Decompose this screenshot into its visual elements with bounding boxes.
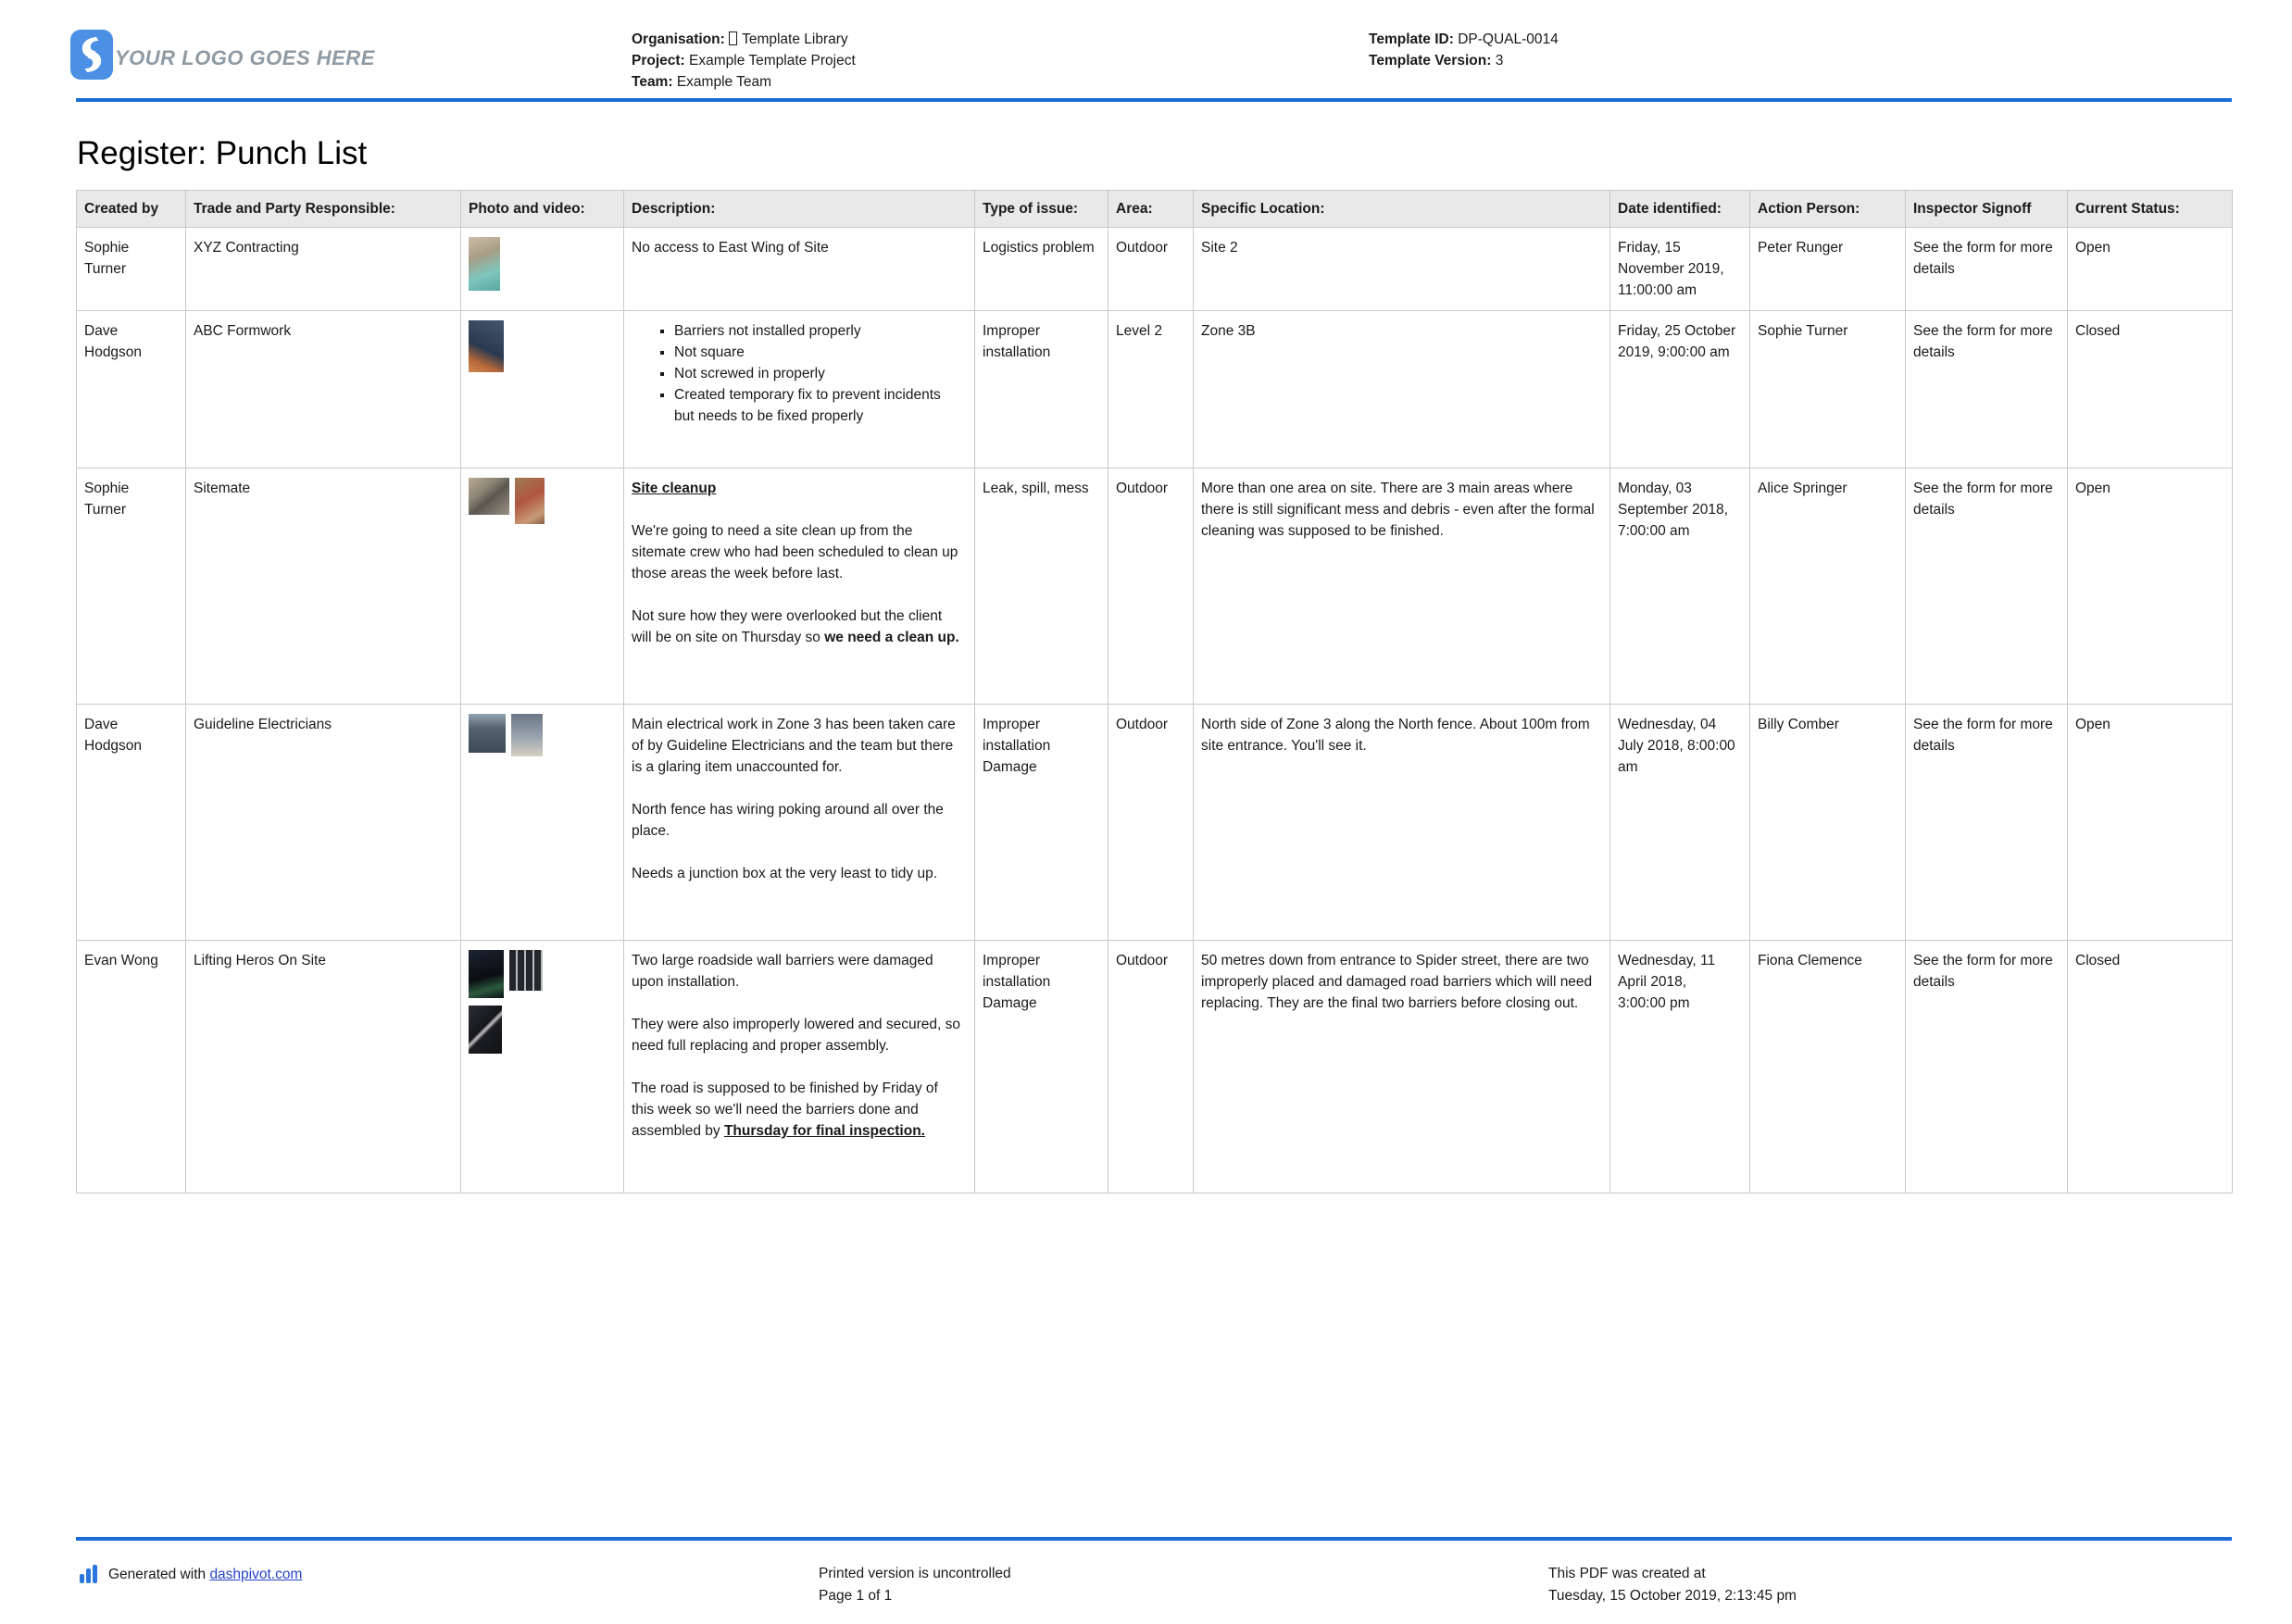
description-paragraph: They were also improperly lowered and secured, so need full replacing and proper assembly.: [632, 1017, 960, 1054]
issue-type: Improper installation: [983, 717, 1051, 754]
logo-placeholder-text: YOUR LOGO GOES HERE: [115, 46, 375, 69]
project-value: Example Template Project: [689, 53, 856, 69]
template-version-value: 3: [1495, 53, 1504, 69]
bullet-item: ▪ Created temporary fix to prevent incidents but needs to be fixed properly: [674, 384, 963, 427]
photo-thumbnail: [469, 714, 506, 753]
cell-date-identified: Friday, 15 November 2019, 11:00:00 am: [1610, 228, 1750, 311]
bullet-item: ▪ Not screwed in properly: [674, 363, 963, 384]
cell-created-by: Sophie Turner: [77, 468, 186, 705]
template-id-line: [1369, 29, 1559, 50]
cell-current-status: Closed: [2068, 311, 2233, 468]
photo-thumbnail: [469, 478, 509, 515]
pdf-created-timestamp: Tuesday, 15 October 2019, 2:13:45 pm: [1548, 1588, 1797, 1604]
cell-type-of-issue: [975, 228, 1108, 311]
description-bullet-list: [632, 320, 963, 427]
cell-action-person: Billy Comber: [1750, 705, 1906, 941]
description-paragraph: [632, 606, 963, 648]
photo-thumbnail: [469, 950, 504, 998]
cell-area: Outdoor: [1108, 941, 1194, 1193]
template-id-value: DP-QUAL-0014: [1458, 31, 1559, 47]
cell-type-of-issue: [975, 941, 1108, 1193]
cell-date-identified: Wednesday, 11 April 2018, 3:00:00 pm: [1610, 941, 1750, 1193]
header-divider: [76, 98, 2232, 102]
cell-photos: [461, 228, 624, 311]
cell-trade: ABC Formwork: [186, 311, 461, 468]
company-logo-icon: [70, 30, 113, 84]
cell-description: [624, 941, 975, 1193]
cell-trade: XYZ Contracting: [186, 228, 461, 311]
col-header-photo: Photo and video:: [461, 191, 624, 228]
header-org-block: [632, 29, 856, 93]
cell-trade: Guideline Electricians: [186, 705, 461, 941]
cell-description: [624, 228, 975, 311]
description-bold-text: we need a clean up.: [824, 630, 959, 645]
photo-thumbnail: [509, 950, 543, 991]
cell-created-by: Evan Wong: [77, 941, 186, 1193]
header-template-block: [1369, 29, 1559, 71]
printed-version-text: Printed version is uncontrolled: [819, 1566, 1011, 1581]
cell-inspector-signoff: See the form for more details: [1906, 468, 2068, 705]
team-line: [632, 71, 856, 93]
page-number-text: Page 1 of 1: [819, 1588, 893, 1604]
cell-inspector-signoff: See the form for more details: [1906, 228, 2068, 311]
pdf-created-label: This PDF was created at: [1548, 1566, 1706, 1581]
cell-action-person: Fiona Clemence: [1750, 941, 1906, 1193]
description-paragraph: North fence has wiring poking around all over the place.: [632, 802, 944, 839]
organisation-label: Organisation:: [632, 31, 725, 47]
cell-date-identified: Monday, 03 September 2018, 7:00:00 am: [1610, 468, 1750, 705]
issue-type: Leak, spill, mess: [983, 481, 1089, 496]
cell-area: Outdoor: [1108, 468, 1194, 705]
cell-inspector-signoff: See the form for more details: [1906, 941, 2068, 1193]
issue-type: Damage: [983, 995, 1037, 1011]
description-text: The road is supposed to be finished by Friday of this week so we'll need the barriers done and assembled by: [632, 1081, 938, 1139]
description-paragraph: Main electrical work in Zone 3 has been taken care of by Guideline Electricians and the team but there is a glaring item unaccounted for.: [632, 717, 956, 775]
template-id-label: Template ID:: [1369, 31, 1454, 47]
cell-area: Level 2: [1108, 311, 1194, 468]
description-paragraph: [632, 1078, 963, 1142]
table-row: [77, 705, 2233, 941]
cell-location: Zone 3B: [1194, 311, 1610, 468]
col-header-status: Current Status:: [2068, 191, 2233, 228]
cell-action-person: Peter Runger: [1750, 228, 1906, 311]
bullet-item: ▪ Barriers not installed properly: [674, 320, 963, 342]
photo-thumbnail: [515, 478, 545, 524]
cell-created-by: Dave Hodgson: [77, 311, 186, 468]
col-header-area: Area:: [1108, 191, 1194, 228]
cell-location: North side of Zone 3 along the North fence. About 100m from site entrance. You'll see it.: [1194, 705, 1610, 941]
description-bold-underline-text: Thursday for final inspection.: [723, 1123, 925, 1139]
footer-right: [1548, 1563, 1797, 1607]
table-row: [77, 228, 2233, 311]
cell-date-identified: Friday, 25 October 2019, 9:00:00 am: [1610, 311, 1750, 468]
photo-thumbnail: [511, 714, 543, 756]
table-row: [77, 311, 2233, 468]
cell-action-person: Alice Springer: [1750, 468, 1906, 705]
issue-type: Improper installation: [983, 323, 1051, 360]
col-header-created-by: Created by: [77, 191, 186, 228]
cell-action-person: Sophie Turner: [1750, 311, 1906, 468]
team-value: Example Team: [676, 74, 772, 90]
cell-photos: [461, 311, 624, 468]
project-label: Project:: [632, 53, 685, 69]
col-header-type: Type of issue:: [975, 191, 1108, 228]
template-version-label: Template Version:: [1369, 53, 1492, 69]
cell-photos: [461, 941, 624, 1193]
col-header-action-person: Action Person:: [1750, 191, 1906, 228]
footer-center: [819, 1563, 1011, 1607]
table-row: [77, 468, 2233, 705]
cell-trade: Sitemate: [186, 468, 461, 705]
generated-with-text: Generated with: [108, 1567, 210, 1582]
description-paragraph: Needs a junction box at the very least to tidy up.: [632, 866, 937, 881]
photo-thumbnail: [469, 237, 500, 291]
template-version-line: [1369, 50, 1559, 71]
description-paragraph: We're going to need a site clean up from the sitemate crew who had been scheduled to clean up those areas the week before last.: [632, 523, 958, 581]
cell-current-status: Open: [2068, 228, 2233, 311]
punch-list-table: [76, 190, 2233, 1193]
cell-type-of-issue: [975, 468, 1108, 705]
cell-date-identified: Wednesday, 04 July 2018, 8:00:00 am: [1610, 705, 1750, 941]
cell-description: [624, 705, 975, 941]
col-header-inspector: Inspector Signoff: [1906, 191, 2068, 228]
organisation-line: [632, 29, 856, 50]
cell-created-by: Dave Hodgson: [77, 705, 186, 941]
photo-thumbnail: [469, 320, 504, 372]
bar-chart-icon: [80, 1565, 99, 1583]
footer-divider: [76, 1537, 2232, 1541]
table-header-row: [77, 191, 2233, 228]
issue-type: Damage: [983, 759, 1037, 775]
issue-type: Improper installation: [983, 953, 1051, 990]
page-title: Register: Punch List: [77, 135, 368, 171]
cell-area: Outdoor: [1108, 228, 1194, 311]
dashpivot-link[interactable]: dashpivot.com: [209, 1567, 303, 1582]
issue-type: Logistics problem: [983, 240, 1095, 256]
cell-type-of-issue: [975, 705, 1108, 941]
table-row: [77, 941, 2233, 1193]
missing-glyph-box: [729, 31, 737, 45]
cell-inspector-signoff: See the form for more details: [1906, 311, 2068, 468]
project-line: [632, 50, 856, 71]
photo-thumbnail: [469, 1006, 502, 1054]
cell-current-status: Closed: [2068, 941, 2233, 1193]
description-paragraph: Two large roadside wall barriers were damaged upon installation.: [632, 953, 933, 990]
team-label: Team:: [632, 74, 673, 90]
col-header-trade: Trade and Party Responsible:: [186, 191, 461, 228]
cell-photos: [461, 468, 624, 705]
cell-location: Site 2: [1194, 228, 1610, 311]
cell-current-status: Open: [2068, 468, 2233, 705]
footer-generated: [80, 1565, 302, 1583]
description-text: Not sure how they were overlooked but the client will be on site on Thursday so: [632, 608, 943, 645]
cell-location: 50 metres down from entrance to Spider street, there are two improperly placed and damaged road barriers which will need replacing. They are the final two barriers before closing out.: [1194, 941, 1610, 1193]
cell-current-status: Open: [2068, 705, 2233, 941]
col-header-date: Date identified:: [1610, 191, 1750, 228]
cell-photos: [461, 705, 624, 941]
cell-location: More than one area on site. There are 3 main areas where there is still significant mess and debris - even after the formal cleaning was supposed to be finished.: [1194, 468, 1610, 705]
cell-type-of-issue: [975, 311, 1108, 468]
organisation-value: Template Library: [742, 31, 848, 47]
cell-created-by: Sophie Turner: [77, 228, 186, 311]
cell-trade: Lifting Heros On Site: [186, 941, 461, 1193]
cell-description: [624, 311, 975, 468]
cell-area: Outdoor: [1108, 705, 1194, 941]
col-header-location: Specific Location:: [1194, 191, 1610, 228]
description-text: No access to East Wing of Site: [632, 240, 829, 256]
cell-inspector-signoff: See the form for more details: [1906, 705, 2068, 941]
cell-description: [624, 468, 975, 705]
col-header-description: Description:: [624, 191, 975, 228]
description-heading: Site cleanup: [632, 481, 717, 496]
bullet-item: ▪ Not square: [674, 342, 963, 363]
